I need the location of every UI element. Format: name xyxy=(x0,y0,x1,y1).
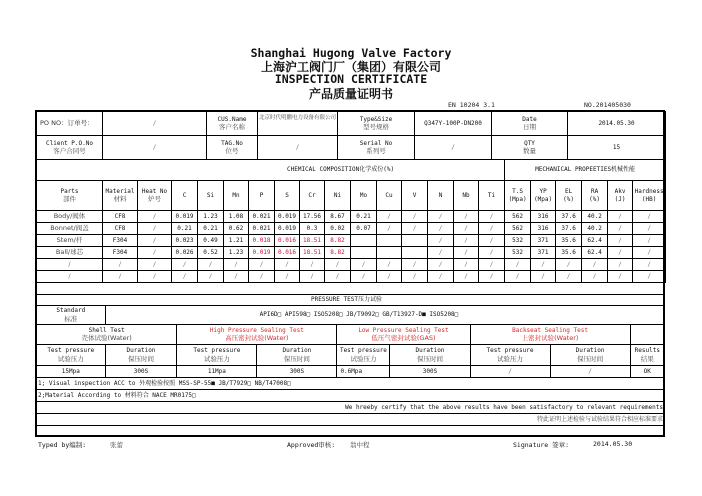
chem-cell-yp: / xyxy=(531,259,556,271)
shell-tp-label: Test pressure 试验压力 xyxy=(37,345,106,366)
chem-cell-part: Ball/球芯 xyxy=(37,247,103,259)
chem-cell-p: 0.021 xyxy=(249,223,275,235)
company-name-cn: 上海沪工阀门厂（集团）有限公司 xyxy=(260,60,441,74)
material-note: 2;Material According to 材料符合 NACE MR0175□ xyxy=(37,390,665,402)
chem-cell-material: F304 xyxy=(103,235,138,247)
chem-cell-cr: / xyxy=(300,259,325,271)
col-ra: RA (%) xyxy=(582,181,608,211)
col-si: Si xyxy=(198,181,224,211)
col-el: EL (%) xyxy=(556,181,582,211)
type-label: Type&Size 型号规格 xyxy=(338,112,415,136)
chem-cell-s: 0.016 xyxy=(275,247,300,259)
chem-cell-akv: / xyxy=(608,259,633,271)
col-parts: Parts 部件 xyxy=(37,181,103,211)
result-blank xyxy=(630,325,664,345)
certificate-title-en: INSPECTION CERTIFICATE xyxy=(274,72,428,86)
client-label: Client P.O.No 客户合同号 xyxy=(37,136,103,160)
chem-title: CHEMICAL COMPOSITION化学成份(%) xyxy=(37,160,505,181)
lp-dur-label: Duration 保压时间 xyxy=(390,345,470,366)
chem-cell-akv: / xyxy=(608,235,633,247)
shell-dur-value: 300S xyxy=(105,366,177,378)
col-cr: Cr xyxy=(300,181,325,211)
chem-cell-ts: 532 xyxy=(505,235,531,247)
approved-name: 翁中程 xyxy=(350,441,370,449)
chem-row xyxy=(37,247,666,259)
chem-cell-v: / xyxy=(402,259,428,271)
shell-test-header: Shell Test 壳体试验(Water) xyxy=(37,325,177,345)
chem-cell-nb: / xyxy=(454,223,479,235)
chem-cell-s: / xyxy=(275,259,300,271)
bs-dur-label: Duration 保压时间 xyxy=(550,345,630,366)
col-ni: Ni xyxy=(325,181,351,211)
chem-cell-p: 0.019 xyxy=(249,247,275,259)
chem-cell-material: CF8 xyxy=(103,211,138,223)
col-nb: Nb xyxy=(454,181,479,211)
hp-test-header: High Pressure Sealing Test 高压密封试验(Water) xyxy=(177,325,337,345)
chem-cell-p: 0.018 xyxy=(249,235,275,247)
chem-cell-n: / xyxy=(428,247,454,259)
shell-tp-value: 15Mpa xyxy=(37,366,106,378)
chem-cell-akv: / xyxy=(608,223,633,235)
chem-cell-mn: 0.62 xyxy=(224,223,249,235)
lp-dur-value: 300S xyxy=(390,366,470,378)
chem-cell-cr: 17.56 xyxy=(300,211,325,223)
visual-inspection-note: 1; Visual inspection ACC to 外观检验按照 MSS-SP-55■ JB/T7929□ NB/T47008□ xyxy=(37,378,665,390)
chem-cell-yp: / xyxy=(531,271,556,283)
chem-cell-el: / xyxy=(556,271,582,283)
chem-cell-el: 35.6 xyxy=(556,247,582,259)
chem-cell-nb: / xyxy=(454,247,479,259)
qty-label: QTY 数量 xyxy=(492,136,568,160)
chem-cell-akv: / xyxy=(608,211,633,223)
chem-cell-nb: / xyxy=(454,259,479,271)
pressure-title: PRESSURE TEST压力试验 xyxy=(37,295,665,306)
chem-header-row xyxy=(37,181,666,211)
chem-cell-mo: 0.07 xyxy=(351,223,377,235)
pressure-table xyxy=(36,294,665,426)
chem-cell-n: / xyxy=(428,235,454,247)
col-mo: Mo xyxy=(351,181,377,211)
chem-cell-s: / xyxy=(275,271,300,283)
chem-cell-n: / xyxy=(428,271,454,283)
lp-test-header: Low Pressure Sealing Test 低压气密封试验(GAS) xyxy=(337,325,470,345)
chem-cell-mn: 1.23 xyxy=(224,247,249,259)
chem-cell-part: / xyxy=(37,259,103,271)
chem-cell-cr: 18.51 xyxy=(300,247,325,259)
chem-cell-part: Bonnet/阀盖 xyxy=(37,223,103,235)
chem-cell-si: 0.49 xyxy=(198,235,224,247)
chem-cell-ti: / xyxy=(479,271,505,283)
chem-cell-p: / xyxy=(249,259,275,271)
info-table xyxy=(36,111,666,160)
chem-mech-table xyxy=(36,159,666,283)
certificate-number: NO.201405030 xyxy=(584,101,631,109)
chem-cell-el: 37.6 xyxy=(556,211,582,223)
chem-cell-hb: / xyxy=(633,223,666,235)
col-s: S xyxy=(275,181,300,211)
chem-cell-hb: / xyxy=(633,211,666,223)
chem-cell-ni: 8.67 xyxy=(325,211,351,223)
chem-cell-ra: 40.2 xyxy=(582,211,608,223)
chem-cell-p: / xyxy=(249,271,275,283)
chem-cell-part: / xyxy=(37,271,103,283)
approved-label: Approved审核: xyxy=(287,441,336,449)
chem-cell-v xyxy=(402,235,428,247)
col-cu: Cu xyxy=(377,181,402,211)
date-value: 2014.05.30 xyxy=(568,112,666,136)
hp-tp-value: 11Mpa xyxy=(177,366,257,378)
chem-row xyxy=(37,235,666,247)
chem-row xyxy=(37,223,666,235)
chem-cell-ra: 40.2 xyxy=(582,223,608,235)
chem-cell-ni: / xyxy=(325,271,351,283)
chem-row xyxy=(37,259,666,271)
standard-options: API6D□ API598□ ISO5208□ JB/T9092□ GB/T13927-D■ ISO5208□ xyxy=(105,306,664,325)
col-material: Material 材料 xyxy=(103,181,138,211)
chem-cell-mo: / xyxy=(351,271,377,283)
lp-tp-label: Test pressure 试验压力 xyxy=(337,345,390,366)
serial-value: / xyxy=(415,136,492,160)
chem-cell-ti: / xyxy=(479,247,505,259)
bs-test-header: Backseat Sealing Test 上密封试验(Water) xyxy=(470,325,630,345)
chem-cell-mo xyxy=(351,247,377,259)
chem-cell-v: / xyxy=(402,211,428,223)
chem-body xyxy=(37,211,666,283)
signature-label: Signature 签章: xyxy=(513,441,570,449)
chem-cell-ni: / xyxy=(325,259,351,271)
result-value: OK xyxy=(630,366,664,378)
chem-cell-v: / xyxy=(402,223,428,235)
col-ti: Ti xyxy=(479,181,505,211)
chem-cell-part: Body/阀体 xyxy=(37,211,103,223)
chem-cell-n: / xyxy=(428,211,454,223)
signature-date: 2014.05.30 xyxy=(593,440,633,448)
hp-dur-label: Duration 保压时间 xyxy=(257,345,337,366)
chem-cell-ti: / xyxy=(479,259,505,271)
typed-by-label: Typed by编制: xyxy=(38,441,87,449)
chem-cell-si: / xyxy=(198,271,224,283)
chem-cell-cr: 18.51 xyxy=(300,235,325,247)
col-v: V xyxy=(402,181,428,211)
chem-cell-p: 0.021 xyxy=(249,211,275,223)
chem-cell-ni: 0.02 xyxy=(325,223,351,235)
qty-value: 15 xyxy=(568,136,666,160)
en-standard: EN 10204 3.1 xyxy=(448,101,495,109)
mech-title: MECHANICAL PROPEETIES机械性能 xyxy=(505,160,666,181)
chem-cell-akv: / xyxy=(608,271,633,283)
hp-dur-value: 300S xyxy=(257,366,337,378)
col-akv: Akv (J) xyxy=(608,181,633,211)
chem-cell-hb: / xyxy=(633,271,666,283)
cus-label: CUS.Name 客户名称 xyxy=(207,112,258,136)
chem-cell-cr: / xyxy=(300,271,325,283)
chem-cell-cu: / xyxy=(377,223,402,235)
chem-cell-mn: 1.21 xyxy=(224,235,249,247)
hp-tp-label: Test pressure 试验压力 xyxy=(177,345,257,366)
col-heat: Heat No 炉号 xyxy=(138,181,172,211)
chem-cell-hb: / xyxy=(633,247,666,259)
chem-cell-s: 0.016 xyxy=(275,235,300,247)
chem-cell-v: / xyxy=(402,271,428,283)
company-name-en: Shanghai Hugong Valve Factory xyxy=(250,46,452,60)
bs-tp-label: Test pressure 试验压力 xyxy=(470,345,550,366)
chem-cell-hb: / xyxy=(633,259,666,271)
client-value: / xyxy=(103,136,207,160)
chem-cell-n: / xyxy=(428,259,454,271)
chem-cell-ni: 8.82 xyxy=(325,247,351,259)
certificate-title-cn: 产品质量证明书 xyxy=(308,87,393,101)
chem-row xyxy=(37,211,666,223)
tag-value: / xyxy=(258,136,338,160)
chem-cell-si: / xyxy=(198,259,224,271)
chem-cell-ts: / xyxy=(505,259,531,271)
chem-cell-si: 1.23 xyxy=(198,211,224,223)
chem-cell-cu: / xyxy=(377,211,402,223)
chem-cell-ts: 562 xyxy=(505,223,531,235)
chem-cell-material: / xyxy=(103,259,138,271)
chem-cell-mn: 1.08 xyxy=(224,211,249,223)
chem-cell-ti: / xyxy=(479,223,505,235)
serial-label: Serial No 系列号 xyxy=(338,136,415,160)
chem-cell-c: 0.026 xyxy=(172,247,198,259)
chem-cell-ts: / xyxy=(505,271,531,283)
chem-cell-c: / xyxy=(172,259,198,271)
chem-cell-mn: / xyxy=(224,259,249,271)
chem-cell-el: 35.6 xyxy=(556,235,582,247)
chem-cell-ni: 8.82 xyxy=(325,235,351,247)
chem-cell-c: 0.21 xyxy=(172,223,198,235)
chem-cell-hb: / xyxy=(633,235,666,247)
col-mn: Mn xyxy=(224,181,249,211)
chem-cell-material: / xyxy=(103,271,138,283)
col-p: P xyxy=(249,181,275,211)
chem-cell-ti: / xyxy=(479,211,505,223)
chem-cell-s: 0.019 xyxy=(275,223,300,235)
chem-cell-cu xyxy=(377,235,402,247)
chem-cell-si: 0.52 xyxy=(198,247,224,259)
chem-cell-yp: 316 xyxy=(531,223,556,235)
col-ts: T.S (Mpa) xyxy=(505,181,531,211)
bs-tp-value: / xyxy=(470,366,550,378)
chem-cell-yp: 371 xyxy=(531,247,556,259)
chem-cell-mn: / xyxy=(224,271,249,283)
type-value: Q347Y-100P-DN200 xyxy=(415,112,492,136)
chem-cell-nb: / xyxy=(454,211,479,223)
chem-cell-mo xyxy=(351,235,377,247)
chem-cell-c: 0.023 xyxy=(172,235,198,247)
date-label: Date 日期 xyxy=(492,112,568,136)
chem-cell-mo: 0.21 xyxy=(351,211,377,223)
chem-cell-heat: / xyxy=(138,211,172,223)
typed-by-name: 张蕾 xyxy=(110,441,123,449)
standard-label: Standard 标准 xyxy=(37,306,106,325)
chem-cell-cu: / xyxy=(377,271,402,283)
chem-row xyxy=(37,271,666,283)
chem-cell-ti: / xyxy=(479,235,505,247)
chem-cell-c: 0.019 xyxy=(172,211,198,223)
chem-cell-heat: / xyxy=(138,235,172,247)
chem-cell-v xyxy=(402,247,428,259)
chem-cell-el: / xyxy=(556,259,582,271)
chem-cell-cu xyxy=(377,247,402,259)
bs-dur-value: / xyxy=(550,366,630,378)
chem-cell-nb: / xyxy=(454,235,479,247)
chem-cell-heat: / xyxy=(138,259,172,271)
chem-cell-s: 0.019 xyxy=(275,211,300,223)
col-c: C xyxy=(172,181,198,211)
chem-cell-heat: / xyxy=(138,223,172,235)
chem-cell-akv: / xyxy=(608,247,633,259)
chem-cell-ra: 62.4 xyxy=(582,247,608,259)
chem-cell-ts: 532 xyxy=(505,247,531,259)
chem-cell-ts: 562 xyxy=(505,211,531,223)
shell-dur-label: Duration 保压时间 xyxy=(105,345,177,366)
col-n: N xyxy=(428,181,454,211)
po-value: / xyxy=(103,112,207,136)
chem-cell-material: F304 xyxy=(103,247,138,259)
chem-cell-heat: / xyxy=(138,247,172,259)
chem-cell-material: CF8 xyxy=(103,223,138,235)
col-hardness: Hardness (HB) xyxy=(633,181,666,211)
po-label: PO NO：订单号： xyxy=(37,112,103,136)
chem-cell-c: / xyxy=(172,271,198,283)
certify-statement-en: We hreeby certify that the above results have been satisfactory to relevant requirements xyxy=(37,402,665,414)
chem-cell-cu: / xyxy=(377,259,402,271)
chem-cell-mo: / xyxy=(351,259,377,271)
chem-cell-nb: / xyxy=(454,271,479,283)
chem-cell-cr: 0.3 xyxy=(300,223,325,235)
chem-cell-ra: / xyxy=(582,271,608,283)
chem-cell-part: Stem/杆 xyxy=(37,235,103,247)
chem-cell-yp: 371 xyxy=(531,235,556,247)
chem-cell-heat: / xyxy=(138,271,172,283)
chem-cell-si: 0.21 xyxy=(198,223,224,235)
lp-tp-value: 0.6Mpa xyxy=(337,366,390,378)
chem-cell-el: 37.6 xyxy=(556,223,582,235)
results-label: Results 结果 xyxy=(630,345,664,366)
cus-value: 北京时代明鹏电力设备有限公司 xyxy=(258,112,338,136)
certify-statement-cn: 特此证明上述检验与试验结果符合相应标准要求 xyxy=(37,414,665,426)
chem-cell-n: / xyxy=(428,223,454,235)
chem-cell-ra: 62.4 xyxy=(582,235,608,247)
tag-label: TAG.No 位号 xyxy=(207,136,258,160)
col-yp: YP (Mpa) xyxy=(531,181,556,211)
chem-cell-ra: / xyxy=(582,259,608,271)
chem-cell-yp: 316 xyxy=(531,211,556,223)
